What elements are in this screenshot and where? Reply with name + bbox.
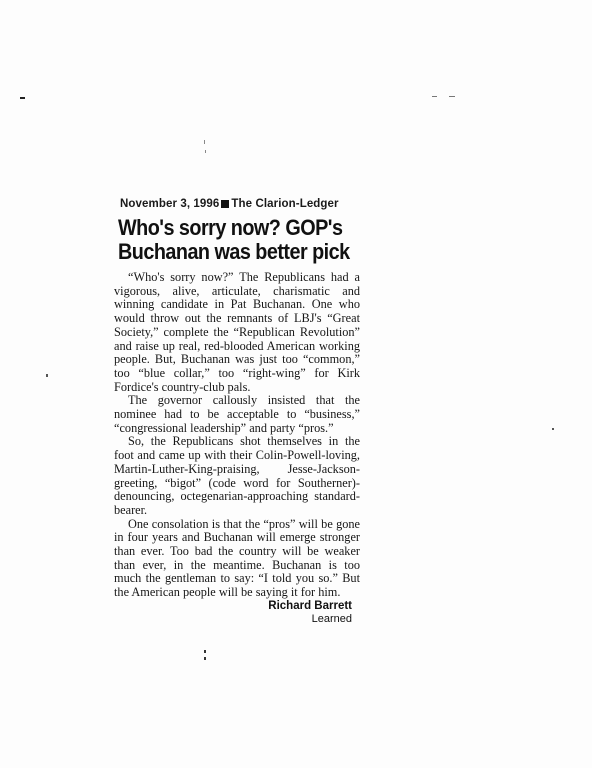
scan-speck — [204, 140, 205, 144]
publication-date: November 3, 1996 — [120, 198, 220, 210]
publication-name: The Clarion-Ledger — [231, 198, 339, 210]
headline — [118, 216, 364, 264]
scan-speck — [204, 657, 206, 660]
scan-speck — [432, 96, 437, 97]
letter-body — [114, 271, 360, 600]
paragraph: “Who's sorry now?” The Republicans had a vigorous, alive, articulate, charismatic and winning candidate in Pat Buchanan. One who would throw out the remnants of LBJ's “Great Society,” complete the “Republican Revolution” and raise up real, red-blooded American working people. But, Buchanan was just too “common,” too “blue collar,” too “right-wing” for Kirk Fordice's country-club pals. — [114, 270, 360, 394]
author-name: Richard Barrett — [268, 599, 352, 612]
author-location: Learned — [311, 612, 352, 625]
scan-speck — [552, 428, 554, 430]
paragraph: One consolation is that the “pros” will be gone in four years and Buchanan will emerge stronger than ever. Too bad the country will be weaker than ever, in the meantime. Buchanan is too much the gentleman to say: “I told you so.” But the American people will be saying it for him. — [114, 516, 360, 600]
newspaper-clipping — [114, 198, 360, 626]
scan-speck — [46, 374, 48, 377]
paragraph: So, the Republicans shot themselves in the foot and came up with their Colin-Powell-loving, Martin-Luther-King-praising, Jesse-Jackson-greeting, “bigot” (code word for Southerner)-denouncing, octegenarian-approaching standard-bearer. — [114, 434, 360, 517]
scan-speck — [205, 150, 206, 153]
headline-line: Buchanan was better pick — [118, 239, 350, 264]
dateline — [120, 198, 360, 210]
scan-speck — [20, 97, 25, 99]
signature-block — [114, 600, 360, 626]
headline-line: Who's sorry now? GOP's — [118, 215, 343, 240]
square-bullet-icon — [221, 200, 229, 208]
scan-speck — [204, 650, 206, 653]
paragraph: The governor callously insisted that the nominee had to be acceptable to “business,” “congressional leadership” and party “pros.” — [114, 393, 360, 435]
scan-speck — [449, 96, 455, 97]
